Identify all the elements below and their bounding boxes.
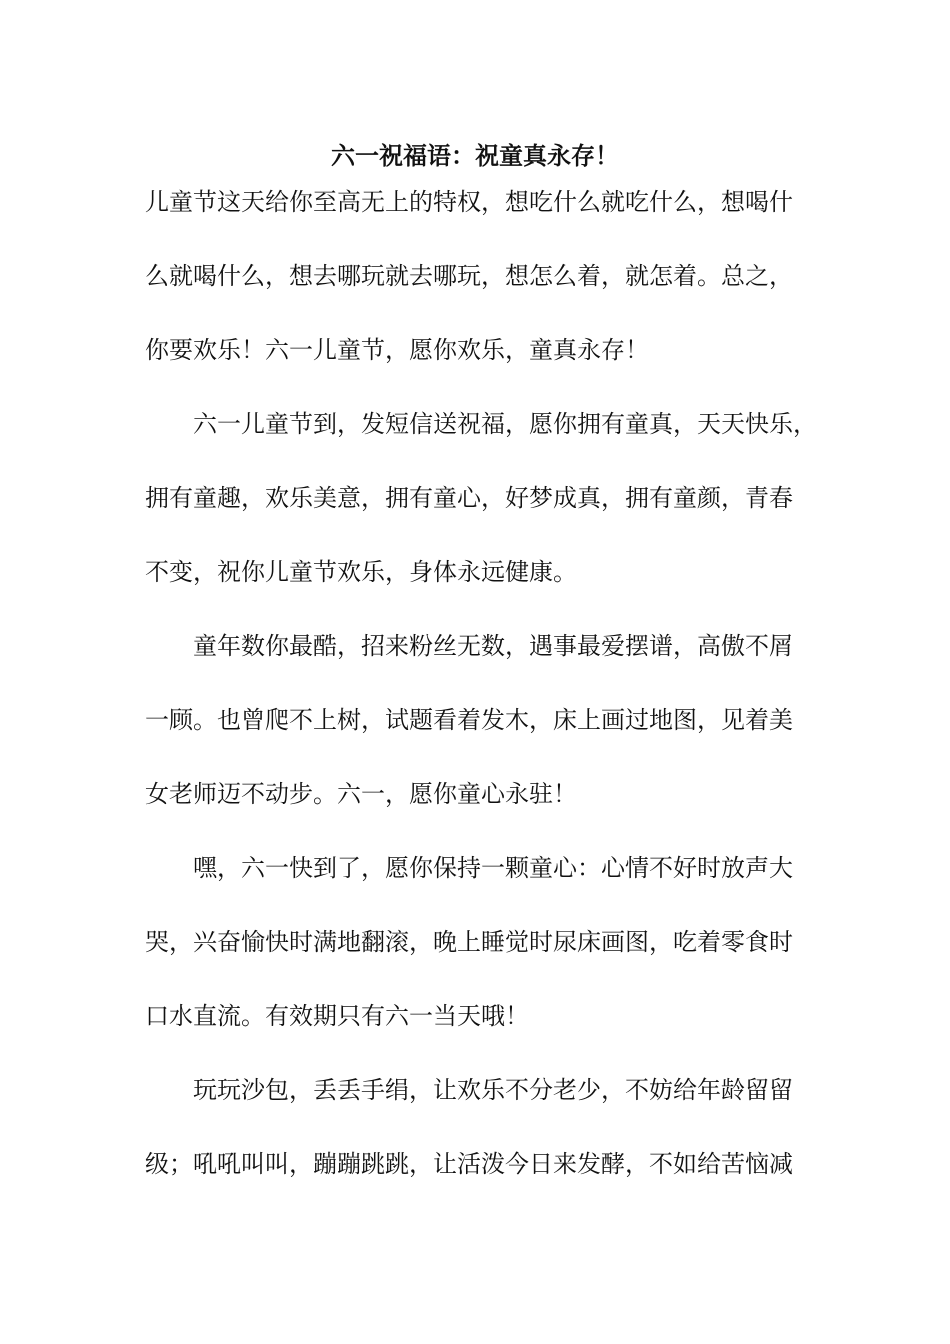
paragraph-3-line-3: 女老师迈不动步。六一，愿你童心永驻！	[145, 780, 577, 808]
paragraph-3-line-1: 童年数你最酷，招来粉丝无数，遇事最爱摆谱，高傲不屑	[193, 632, 793, 660]
paragraph-5-line-1: 玩玩沙包，丢丢手绢，让欢乐不分老少，不妨给年龄留留	[193, 1076, 793, 1104]
paragraph-3-line-2: 一顾。也曾爬不上树，试题看着发木，床上画过地图，见着美	[145, 706, 793, 734]
paragraph-5-line-2: 级；吼吼叫叫，蹦蹦跳跳，让活泼今日来发酵，不如给苦恼减	[145, 1150, 793, 1178]
paragraph-4-line-3: 口水直流。有效期只有六一当天哦！	[145, 1002, 529, 1030]
paragraph-1-line-1: 儿童节这天给你至高无上的特权，想吃什么就吃什么，想喝什	[145, 188, 793, 216]
paragraph-4-line-2: 哭，兴奋愉快时满地翻滚，晚上睡觉时尿床画图，吃着零食时	[145, 928, 793, 956]
paragraph-4-line-1: 嘿，六一快到了，愿你保持一颗童心：心情不好时放声大	[193, 854, 793, 882]
document-title: 六一祝福语：祝童真永存！	[331, 141, 619, 170]
paragraph-2-line-2: 拥有童趣，欢乐美意，拥有童心，好梦成真，拥有童颜，青春	[145, 484, 793, 512]
paragraph-1-line-3: 你要欢乐！六一儿童节，愿你欢乐，童真永存！	[145, 336, 649, 364]
paragraph-2-line-1: 六一儿童节到，发短信送祝福，愿你拥有童真，天天快乐，	[193, 410, 817, 438]
paragraph-2-line-3: 不变，祝你儿童节欢乐，身体永远健康。	[145, 558, 577, 586]
paragraph-1-line-2: 么就喝什么，想去哪玩就去哪玩，想怎么着，就怎着。总之，	[145, 262, 793, 290]
